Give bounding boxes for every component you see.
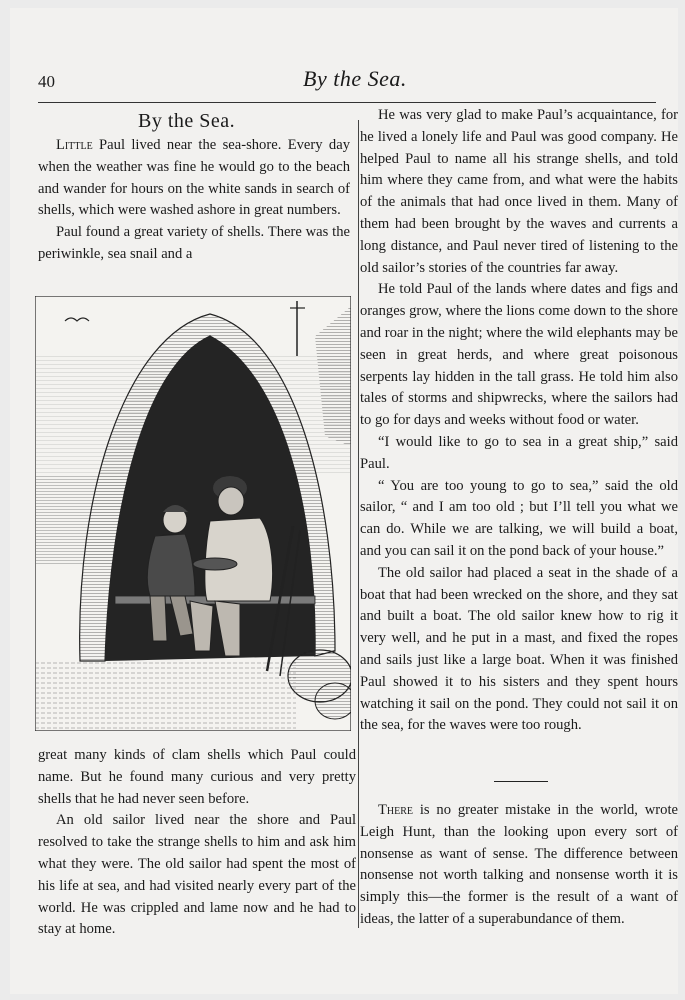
paragraph: An old sailor lived near the shore and Paul resolved to take the strange shells to him and ask him what they were. The old sailor had spent the most of his life at sea, and had visited nearly every part of the world. He was crippled and lame now and he had to stay at home. bbox=[38, 812, 356, 938]
paragraph: The old sailor had placed a seat in the shade of a boat that had been wrecked on the shore, and they sat and built a boat. The old sailor knew how to rig it very well, and he put in a mast, and fixed the ropes and sails just like a large boat. When it was finished Paul showed it to his sisters and they spent hours watching it sail on the pond. They could not sail it on the sea, for the waves were too rough. bbox=[360, 564, 678, 734]
paragraph bbox=[360, 800, 678, 931]
paragraph: He was very glad to make Paul’s acquaintance, for he lived a lonely life and Paul was good company. He helped Paul to name all his strange shells, and told him where they came from, and what were the habits of the animals that had once lived in them. Many of them had been brought by the waves and currents a long distance, and Paul never tired of listening to the old sailor’s stories of the countries far away. bbox=[360, 107, 678, 276]
header-rule bbox=[38, 102, 656, 103]
paragraph: great many kinds of clam shells which Paul could name. But he found many curious and very pretty shells that he had never seen before. bbox=[38, 747, 356, 807]
paragraph: He told Paul of the lands where dates and figs and oranges grow, where the lions come down to the shore and roar in the night; where the wild elephants may be seen in great herds, and where great poisonous serpents lay hidden in the tall grass. He told him also tales of storms and shipwrecks, where the sailors had to go for days and weeks without food or water. bbox=[360, 281, 678, 429]
second-item-text bbox=[360, 800, 678, 931]
paragraph-text: Paul lived near the sea-shore. Every day when the weather was fine he would go to the beach and wander for hours on the white sands in search of shells, which were washed ashore in great numbers. bbox=[38, 137, 350, 219]
section-divider bbox=[494, 781, 548, 782]
engraving-illustration bbox=[35, 296, 351, 731]
right-column-text bbox=[360, 105, 678, 737]
article-title: By the Sea. bbox=[138, 110, 236, 132]
drop-lead-word: There bbox=[378, 802, 414, 818]
drop-lead-word: Little bbox=[56, 137, 93, 153]
left-column-top-text bbox=[38, 135, 350, 266]
paragraph bbox=[38, 135, 350, 222]
illustration-boat-shelter bbox=[35, 296, 351, 731]
left-column-bottom-text bbox=[38, 745, 356, 941]
column-separator bbox=[358, 120, 359, 928]
paragraph: Paul found a great variety of shells. There was the periwinkle, sea snail and a bbox=[38, 224, 350, 262]
paragraph: “ You are too young to go to sea,” said the old sailor, “ and I am too old ; but I’ll tell you what we can do. While we are talking, we will build a boat, and you can sail it on the pond back of your house.” bbox=[360, 477, 678, 559]
page-number: 40 bbox=[38, 72, 55, 91]
paragraph-text: is no greater mistake in the world, wrote Leigh Hunt, than the looking upon every sort of nonsense as want of sense. The difference between nonsense not worth talking and nonsense worth it is simply this—the former is the result of a want of ideas, the latter of a superabundance of them. bbox=[360, 802, 678, 927]
paragraph: “I would like to go to sea in a great ship,” said Paul. bbox=[360, 433, 678, 472]
running-title: By the Sea. bbox=[303, 66, 407, 91]
